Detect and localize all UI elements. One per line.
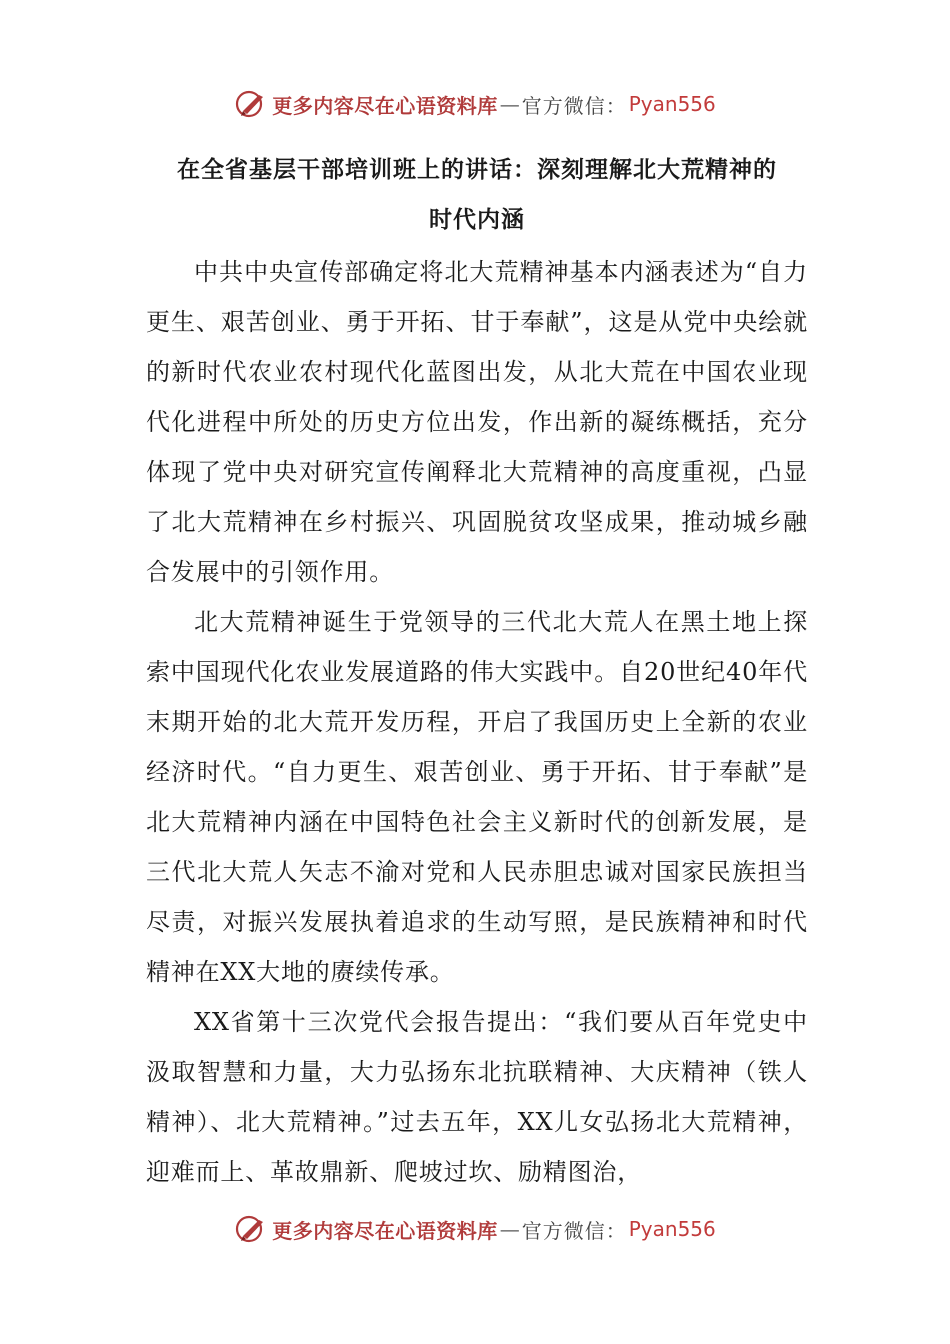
title-line-2: 时代内涵 [429, 207, 525, 233]
header-watermark [0, 84, 950, 124]
watermark-account: Pyan556 [628, 1217, 716, 1241]
document-title [146, 145, 808, 245]
pen-logo-icon [234, 1212, 268, 1246]
watermark-main-text: 更多内容尽在心语资料库 [272, 1218, 498, 1243]
watermark-official-label: 官方微信： [521, 93, 627, 118]
watermark-account: Pyan556 [628, 92, 716, 116]
document-body [146, 145, 808, 1197]
watermark-dash: — [499, 92, 520, 116]
footer-watermark [0, 1209, 950, 1249]
watermark-dash: — [499, 1217, 520, 1241]
watermark-official-label: 官方微信： [521, 1218, 627, 1243]
paragraph-2: 北大荒精神诞生于党领导的三代北大荒人在黑土地上探索中国现代化农业发展道路的伟大实践中。自20世纪40年代末期开始的北大荒开发历程，开启了我国历史上全新的农业经济时代。“自力更生、艰苦创业、勇于开拓、甘于奉献”是北大荒精神内涵在中国特色社会主义新时代的创新发展，是三代北大荒人矢志不渝对党和人民赤胆忠诚对国家民族担当尽责，对振兴发展执着追求的生动写照，是民族精神和时代精神在XX大地的赓续传承。 [146, 608, 808, 986]
paragraph-3: XX省第十三次党代会报告提出：“我们要从百年党史中汲取智慧和力量，大力弘扬东北抗联精神、大庆精神（铁人精神）、北大荒精神。”过去五年，XX儿女弘扬北大荒精神，迎难而上、革故鼎新、爬坡过坎、励精图治， [146, 1008, 808, 1186]
watermark-main-text: 更多内容尽在心语资料库 [272, 93, 498, 118]
paragraph-1: 中共中央宣传部确定将北大荒精神基本内涵表述为“自力更生、艰苦创业、勇于开拓、甘于奉献”，这是从党中央绘就的新时代农业农村现代化蓝图出发，从北大荒在中国农业现代化进程中所处的历史方位出发，作出新的凝练概括，充分体现了党中央对研究宣传阐释北大荒精神的高度重视，凸显了北大荒精神在乡村振兴、巩固脱贫攻坚成果，推动城乡融合发展中的引领作用。 [146, 258, 808, 586]
title-line-1: 在全省基层干部培训班上的讲话：深刻理解北大荒精神的 [177, 157, 777, 183]
pen-logo-icon [234, 87, 268, 121]
